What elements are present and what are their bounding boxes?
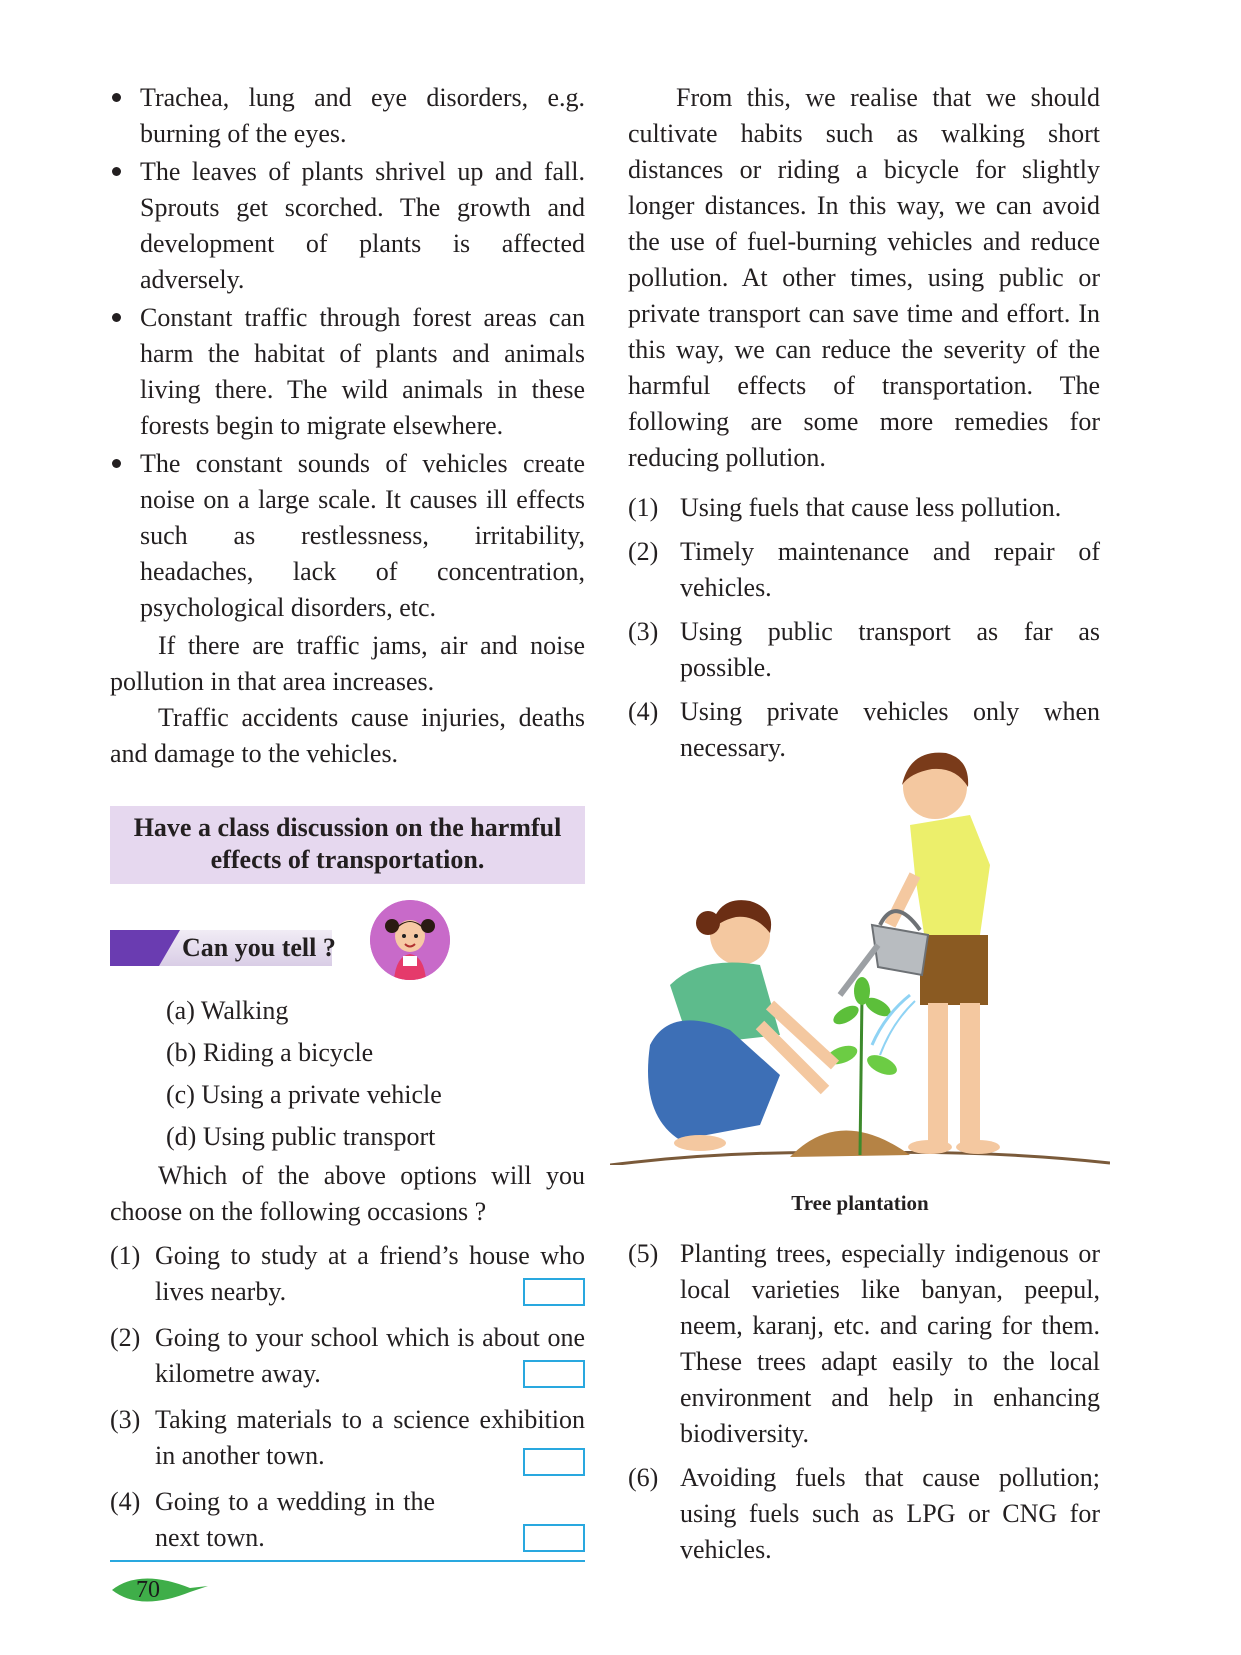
can-you-tell-title: Can you tell ?	[182, 933, 336, 962]
question-paragraph: Which of the above options will you choose on the following occasions ?	[110, 1161, 585, 1226]
remedies-intro-paragraph: From this, we realise that we should cultivate habits such as walking short distances or riding a bicycle for slightly longer distances. In this way, we can avoid the use of fuel-burning vehicles and reduce pollution. At other times, using public or private transport can save time and effort. In this way, we can reduce the severity of the harmful effects of transportation. The following are some more remedies for reducing pollution.	[628, 83, 1100, 472]
remedies-list-bottom	[628, 1236, 1100, 1568]
leaf-icon	[110, 1570, 210, 1610]
remedy-item: (6) Avoiding fuels that cause pollution; using fuels such as LPG or CNG for vehicles.	[628, 1463, 1100, 1564]
option-public-transport: (d) Using public transport	[166, 1122, 436, 1151]
answer-box[interactable]	[523, 1360, 585, 1388]
occasion-item: (3) Taking materials to a science exhibition in another town.	[110, 1402, 585, 1474]
girl-avatar-icon	[370, 900, 450, 980]
page-number: 70	[136, 1577, 160, 1603]
right-column-bottom	[628, 1236, 1100, 1576]
occasion-item: (4) Going to a wedding in the next town.	[110, 1484, 585, 1556]
figure-caption: Tree plantation	[791, 1191, 929, 1215]
bullet-dot-icon	[112, 313, 121, 322]
bullet-dot-icon	[112, 167, 121, 176]
option-bicycle: (b) Riding a bicycle	[166, 1038, 374, 1067]
left-column	[110, 80, 585, 1566]
effects-bullet-list	[110, 80, 585, 626]
answer-box[interactable]	[523, 1278, 585, 1306]
bullet-dot-icon	[112, 93, 121, 102]
answer-box[interactable]	[523, 1448, 585, 1476]
footer-rule	[110, 1560, 585, 1562]
remedy-item: (1) Using fuels that cause less pollution.	[628, 493, 1062, 522]
bullet-item: Trachea, lung and eye disorders, e.g. burning of the eyes.	[110, 80, 585, 152]
remedy-item: (4) Using private vehicles only when necessary.	[628, 697, 1100, 762]
traffic-jam-paragraph: If there are traffic jams, air and noise pollution in that area increases.	[110, 631, 585, 696]
bullet-item: The leaves of plants shrivel up and fall. Sprouts get scorched. The growth and development of plants is affected adversely.	[110, 154, 585, 298]
bullet-item: The constant sounds of vehicles create noise on a large scale. It causes ill effects such as restlessness, irritability, headaches, lack of concentration, psychological disorders, etc.	[110, 446, 585, 626]
answer-box[interactable]	[523, 1524, 585, 1552]
class-discussion-box: Have a class discussion on the harmful effects of transportation.	[110, 806, 585, 884]
remedy-item: (5) Planting trees, especially indigenous or local varieties like banyan, peepul, neem, karanj, etc. and caring for them. These trees adapt easily to the local environment and help in enhancing biodiversity.	[628, 1239, 1100, 1448]
occasions-list	[110, 1238, 585, 1556]
remedy-item: (2) Timely maintenance and repair of vehicles.	[628, 537, 1100, 602]
option-walking: (a) Walking	[166, 996, 289, 1025]
remedy-item: (3) Using public transport as far as possible.	[628, 617, 1100, 682]
right-column	[628, 80, 1100, 774]
remedies-list-top	[628, 490, 1100, 766]
accidents-paragraph: Traffic accidents cause injuries, deaths and damage to the vehicles.	[110, 703, 585, 768]
can-you-tell-header	[110, 900, 585, 984]
bullet-dot-icon	[112, 459, 121, 468]
occasion-item: (2) Going to your school which is about one kilometre away.	[110, 1323, 585, 1388]
option-private-vehicle: (c) Using a private vehicle	[166, 1080, 442, 1109]
bullet-item: Constant traffic through forest areas can harm the habitat of plants and animals living there. The wild animals in these forests begin to migrate elsewhere.	[110, 300, 585, 444]
options-list	[166, 990, 585, 1158]
occasion-item: (1) Going to study at a friend’s house who lives nearby.	[110, 1241, 585, 1306]
page-number-leaf	[110, 1570, 210, 1610]
tree-plantation-illustration	[610, 745, 1110, 1165]
